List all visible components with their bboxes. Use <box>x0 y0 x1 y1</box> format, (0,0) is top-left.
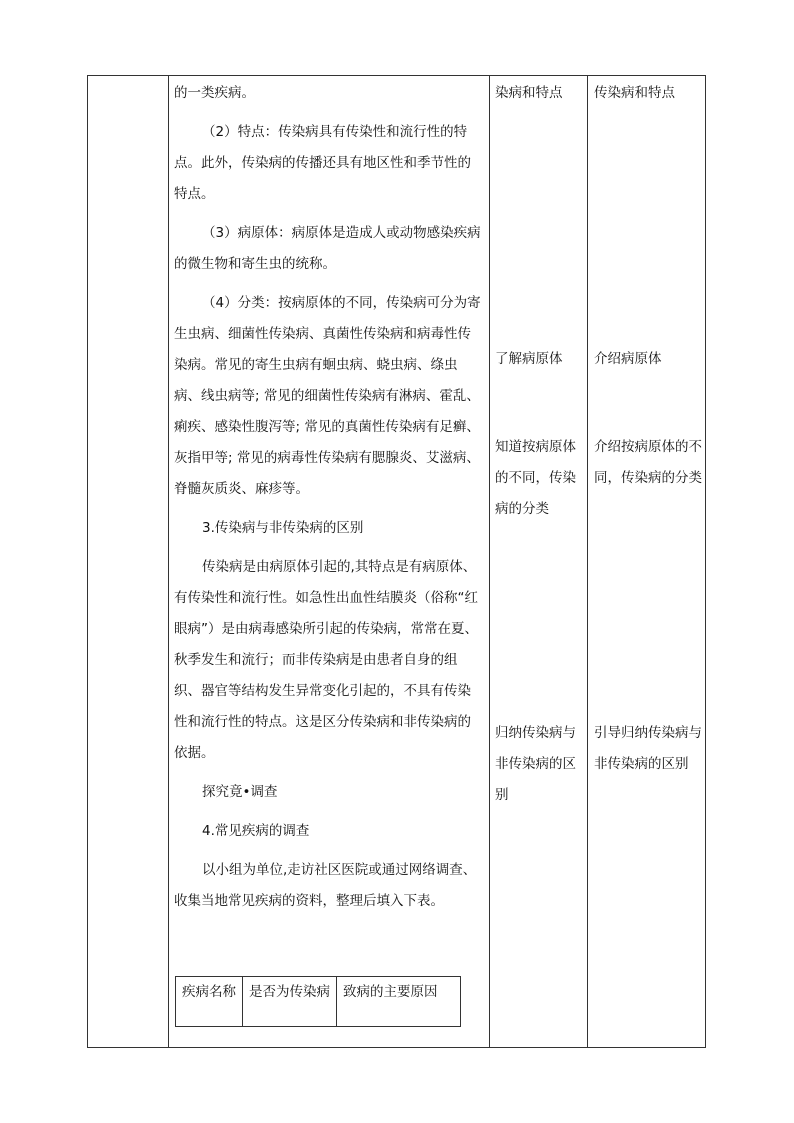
paragraph: （2）特点：传染病具有传染性和流行性的特点。此外，传染病的传播还具有地区性和季节性的特点。 <box>174 124 471 202</box>
teacher-activity-item: 介绍按病原体的不同，传染病的分类 <box>594 439 702 486</box>
content-column <box>174 78 484 917</box>
section-heading: 探究竟•调查 <box>202 784 278 800</box>
paragraph: 的一类疾病。 <box>174 85 255 101</box>
student-activity-item: 知道按病原体的不同，传染病的分类 <box>495 439 576 517</box>
student-activity-item: 染病和特点 <box>495 85 563 101</box>
paragraph: 传染病是由病原体引起的,其特点是有病原体、有传染性和流行性。如急性出血性结膜炎（俗称“红眼病”）是由病毒感染所引起的传染病，常常在夏、秋季发生和流行；而非传染病是由患者自身的组织、器官等结构发生异常变化引起的，不具有传染性和流行性的特点。这是区分传染病和非传染病的依据。 <box>174 559 478 761</box>
column-divider <box>587 76 588 1047</box>
table-header-cell: 致病的主要原因 <box>337 977 461 1027</box>
student-activity-item: 了解病原体 <box>495 351 563 367</box>
column-divider <box>489 76 490 1047</box>
paragraph: 以小组为单位,走访社区医院或通过网络调查、收集当地常见疾病的资料，整理后填入下表。 <box>174 862 477 909</box>
table-header-cell: 是否为传染病 <box>243 977 337 1027</box>
teacher-activity-item: 传染病和特点 <box>594 85 675 101</box>
lesson-table <box>87 75 706 1048</box>
section-heading: 3.传染病与非传染病的区别 <box>202 520 364 536</box>
paragraph: （4）分类：按病原体的不同，传染病可分为寄生虫病、细菌性传染病、真菌性传染病和病毒性传染病。常见的寄生虫病有蛔虫病、蛲虫病、绦虫病、线虫病等; 常见的细菌性传染病有淋病、霍乱、痢疾、感染性腹泻等; 常见的真菌性传染病有足癣、灰指甲等; 常见的病毒性传染病有腮腺炎、艾滋病、脊髓灰质炎、麻疹等。 <box>174 295 481 497</box>
teacher-activity-item: 介绍病原体 <box>594 351 662 367</box>
survey-table <box>175 976 461 1027</box>
student-activity-item: 归纳传染病与非传染病的区别 <box>495 725 576 803</box>
section-heading: 4.常见疾病的调查 <box>202 823 310 839</box>
teacher-activity-item: 引导归纳传染病与非传染病的区别 <box>594 725 702 772</box>
table-header-cell: 疾病名称 <box>176 977 243 1027</box>
table-row <box>176 977 461 1027</box>
paragraph: （3）病原体：病原体是造成人或动物感染疾病的微生物和寄生虫的统称。 <box>174 225 481 272</box>
column-divider <box>168 76 169 1047</box>
